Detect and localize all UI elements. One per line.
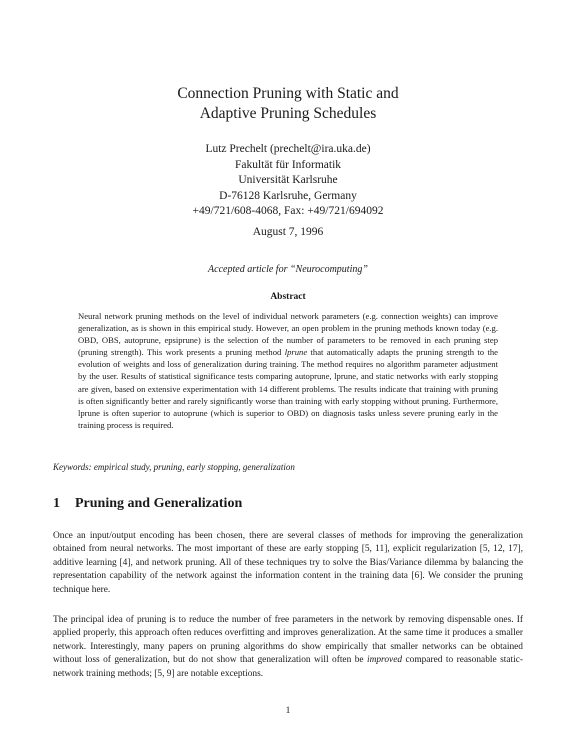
affiliation-faculty: Fakultät für Informatik	[234, 158, 342, 171]
title-line-1: Connection Pruning with Static and	[177, 85, 399, 102]
body-paragraph-2	[53, 614, 523, 681]
abstract-term-lprune: lprune	[284, 347, 308, 358]
title-line-2: Adaptive Pruning Schedules	[199, 105, 377, 122]
abstract-text-part-1: Neural network pruning methods on the level of individual network parameters (e.g. connection weights) can improve generalization, as is shown in this empirical study. However, an open problem in the pruning methods known today (e.g. OBD, OBS, autoprune, epsiprune) is the selection of the number of parameters to be removed in each pruning step (pruning strength). This work presents a pruning method	[78, 311, 498, 358]
author-name: Lutz Prechelt (prechelt@ira.uka.de)	[205, 143, 371, 155]
author-block	[0, 142, 576, 220]
paragraph-2-part-1: The principal idea of pruning is to reduce the number of free parameters in the network by removing dispensable ones. If applied properly, this approach often reduces overfitting and improves generalization. At the same time it produces a smaller network. Interestingly, many papers on pruning algorithms do show empirically that smaller networks can be obtained without loss of generalization, but do not show that generalization will often be	[53, 615, 523, 666]
abstract-heading: Abstract	[270, 292, 306, 302]
page-number: 1	[285, 706, 291, 716]
section-number: 1	[53, 496, 60, 511]
acceptance-note: Accepted article for “Neurocomputing”	[208, 264, 368, 275]
paper-date: August 7, 1996	[252, 226, 324, 238]
paragraph-2-part-2: compared to reasonable static-network training methods; [5, 9] are notable exceptions.	[53, 655, 523, 679]
author-phone-fax: +49/721/608-4068, Fax: +49/721/694092	[192, 205, 384, 217]
abstract-text-part-2: that automatically adapts the pruning strength to the evolution of weights and loss of generalization during training. The method requires no algorithm parameter adjustment by the user. Results of statistical significance tests comparing autoprune, lprune, and static networks with early stopping are given, based on extensive experimentation with 14 different problems. The results indicate that training with pruning is often significantly better and rarely significantly worse than training with early stopping without pruning. Furthermore, lprune is often superior to autoprune (which is superior to OBD) on diagnosis tasks unless severe pruning early in the training process is required.	[78, 347, 498, 430]
section-heading	[53, 496, 242, 512]
section-title: Pruning and Generalization	[75, 496, 243, 511]
paragraph-2-emphasis: improved	[366, 655, 403, 666]
body-paragraph-1: Once an input/output encoding has been chosen, there are several classes of methods for improving the generalization obtained from neural networks. The most important of these are early stopping [5, 11], explicit regularization [5, 12, 17], additive learning [4], and network pruning. All of these techniques try to solve the Bias/Variance dilemma by balancing the representation capability of the network against the information content in the training data [6]. We consider the pruning technique here.	[53, 531, 523, 595]
paper-title	[0, 84, 576, 124]
author-address: D-76128 Karlsruhe, Germany	[219, 189, 357, 202]
keywords-line: Keywords: empirical study, pruning, early stopping, generalization	[53, 462, 295, 472]
abstract-text	[78, 310, 498, 431]
affiliation-university: Universität Karlsruhe	[238, 174, 338, 186]
